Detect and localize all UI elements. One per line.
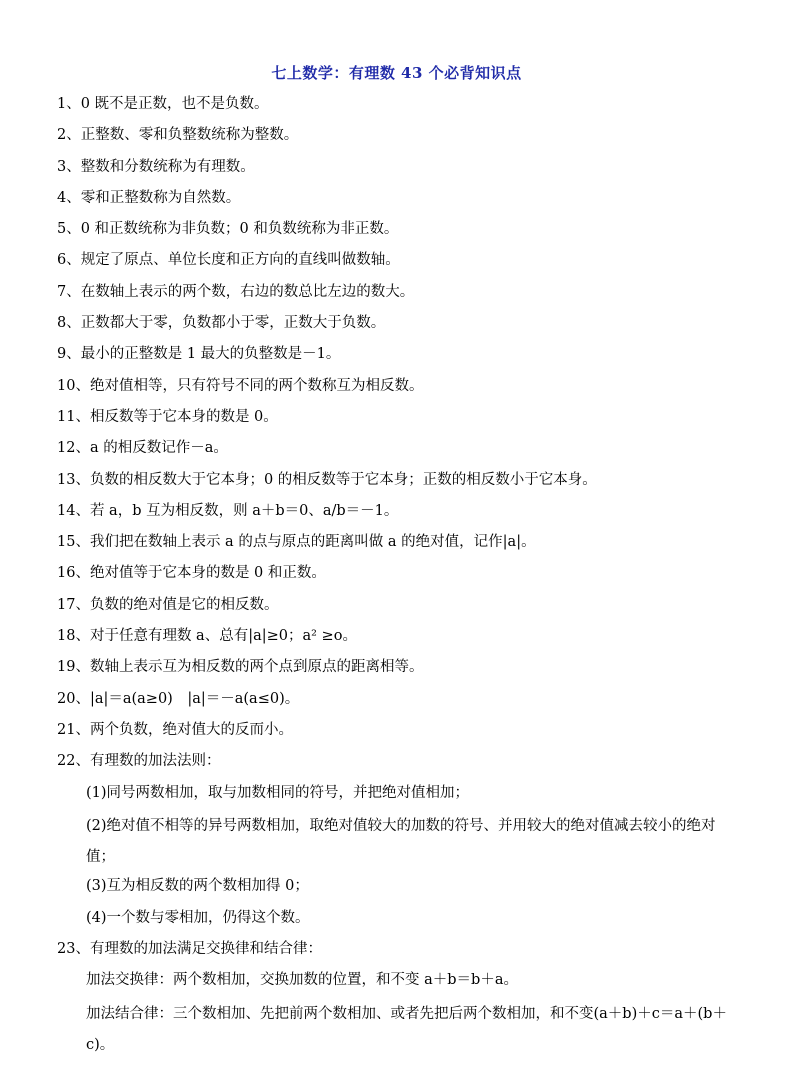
list-item-1: 1、0 既不是正数，也不是负数。 bbox=[57, 96, 269, 112]
list-item-19: 19、数轴上表示互为相反数的两个点到原点的距离相等。 bbox=[57, 659, 424, 676]
list-item-8: 8、正数都大于零，负数都小于零，正数大于负数。 bbox=[57, 315, 386, 332]
sub-item-23-associative: 加法结合律：三个数相加、先把前两个数相加、或者先把后两个数相加，和不变(a＋b)＋c＝a＋(b＋c)。 bbox=[86, 1005, 727, 1053]
list-item-3: 3、整数和分数统称为有理数。 bbox=[57, 158, 255, 175]
sub-item-22-4: (4)一个数与零相加，仍得这个数。 bbox=[86, 909, 310, 926]
list-item-7: 7、在数轴上表示的两个数，右边的数总比左边的数大。 bbox=[57, 283, 415, 300]
sub-item-22-2: (2)绝对值不相等的异号两数相加，取绝对值较大的加数的符号、并用较大的绝对值减去较小的绝对值； bbox=[86, 817, 716, 866]
list-item-22: 22、有理数的加法法则： bbox=[57, 753, 221, 770]
knowledge-list bbox=[57, 91, 741, 1061]
list-item-14: 14、若 a，b 互为相反数，则 a＋b＝0、a/b＝－1。 bbox=[57, 502, 399, 519]
sub-item-22-1: (1)同号两数相加，取与加数相同的符号，并把绝对值相加； bbox=[86, 784, 470, 801]
document-title: 七上数学：有理数 43 个必背知识点 bbox=[271, 64, 522, 82]
list-item-16: 16、绝对值等于它本身的数是 0 和正数。 bbox=[57, 565, 326, 582]
list-item-17: 17、负数的绝对值是它的相反数。 bbox=[57, 596, 279, 613]
list-item-5: 5、0 和正数统称为非负数；0 和负数统称为非正数。 bbox=[57, 221, 399, 238]
list-item-4: 4、零和正整数称为自然数。 bbox=[57, 189, 241, 206]
list-item-23: 23、有理数的加法满足交换律和结合律： bbox=[57, 941, 322, 958]
list-item-13: 13、负数的相反数大于它本身；0 的相反数等于它本身；正数的相反数小于它本身。 bbox=[57, 471, 597, 488]
list-item-9: 9、最小的正整数是 1 最大的负整数是－1。 bbox=[57, 346, 341, 363]
list-item-11: 11、相反数等于它本身的数是 0。 bbox=[57, 408, 278, 425]
sub-item-22-3: (3)互为相反数的两个数相加得 0； bbox=[86, 878, 309, 895]
list-item-6: 6、规定了原点、单位长度和正方向的直线叫做数轴。 bbox=[57, 252, 400, 269]
list-item-10: 10、绝对值相等，只有符号不同的两个数称互为相反数。 bbox=[57, 377, 424, 394]
list-item-20: 20、|a|＝a(a≥0) |a|＝－a(a≤0)。 bbox=[57, 690, 300, 707]
list-item-18: 18、对于任意有理数 a、总有|a|≥0；a² ≥o。 bbox=[57, 628, 357, 645]
list-item-15: 15、我们把在数轴上表示 a 的点与原点的距离叫做 a 的绝对值，记作|a|。 bbox=[57, 534, 536, 551]
list-item-12: 12、a 的相反数记作－a。 bbox=[57, 440, 228, 457]
list-item-21: 21、两个负数，绝对值大的反而小。 bbox=[57, 721, 293, 738]
sub-item-23-commutative: 加法交换律：两个数相加，交换加数的位置，和不变 a＋b＝b＋a。 bbox=[86, 972, 518, 989]
list-item-2: 2、正整数、零和负整数统称为整数。 bbox=[57, 127, 299, 144]
